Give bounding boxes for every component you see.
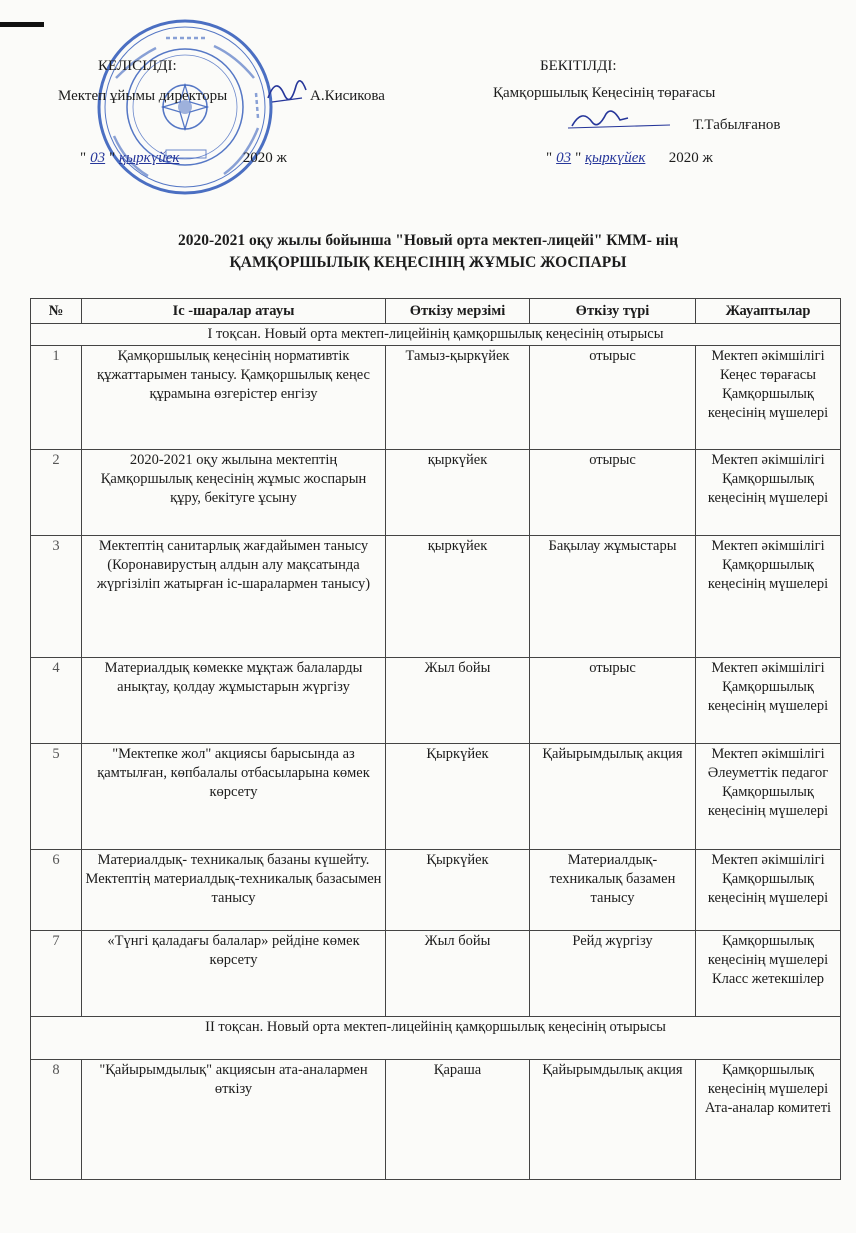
table-header-row: [31, 299, 841, 324]
right-date-month: қыркүйек: [585, 150, 646, 166]
section-title: І тоқсан. Новый орта мектеп-лицейінің қамқоршылық кеңесінің отырысы: [31, 324, 841, 346]
row-event-name: 2020-2021 оқу жылына мектептің Қамқоршылық кеңесінің жұмыс жоспарын құру, бекітуге ұсыну: [82, 450, 386, 536]
section-row: [31, 324, 841, 346]
chair-name: Т.Табылғанов: [693, 117, 781, 133]
row-term: қыркүйек: [386, 450, 530, 536]
row-number: 3: [31, 536, 82, 658]
right-date-year: 2020 ж: [668, 150, 713, 166]
table-row: [31, 931, 841, 1017]
row-responsible: Мектеп әкімшілігі Қамқоршылық кеңесінің мүшелері: [696, 536, 841, 658]
document-title: [0, 230, 856, 274]
agreed-label: КЕЛІСІЛДІ:: [98, 58, 177, 74]
row-event-name: Материалдық- техникалық базаны күшейту. Мектептің материалдық-техникалық базасымен танысу: [82, 850, 386, 931]
title-line-2: ҚАМҚОРШЫЛЫҚ КЕҢЕСІНІҢ ЖҰМЫС ЖОСПАРЫ: [229, 254, 627, 271]
chair-signature: [566, 104, 676, 134]
left-date-day: 03: [90, 150, 106, 166]
row-event-name: Материалдық көмекке мұқтаж балаларды анықтау, қолдау жұмыстарын жүргізу: [82, 658, 386, 744]
row-number: 8: [31, 1060, 82, 1180]
row-event-name: Мектептің санитарлық жағдайымен танысу (Коронавирустың алдын алу мақсатында жүргізіліп жатырған іс-шаралармен танысу): [82, 536, 386, 658]
table-row: [31, 1060, 841, 1180]
director-position: Мектеп ұйымы директоры: [58, 88, 228, 104]
chair-position: Қамқоршылық Кеңесінің төрағасы: [493, 85, 716, 101]
header-event-name: Іс -шаралар атауы: [82, 299, 386, 324]
right-date-day: 03: [556, 150, 572, 166]
row-responsible: Мектеп әкімшілігі Әлеуметтік педагог Қамқоршылық кеңесінің мүшелері: [696, 744, 841, 850]
row-term: Қараша: [386, 1060, 530, 1180]
right-date-quote: ": [575, 150, 582, 166]
director-name: А.Кисикова: [310, 88, 385, 104]
row-responsible: Қамқоршылық кеңесінің мүшелері Класс жетекшілер: [696, 931, 841, 1017]
left-date-quote: ": [109, 150, 116, 166]
row-number: 6: [31, 850, 82, 931]
row-responsible: Мектеп әкімшілігі Қамқоршылық кеңесінің мүшелері: [696, 850, 841, 931]
row-type: Материалдық-техникалық базамен танысу: [530, 850, 696, 931]
row-responsible: Мектеп әкімшілігі Қамқоршылық кеңесінің мүшелері: [696, 658, 841, 744]
director-signature: [262, 68, 312, 112]
row-term: қыркүйек: [386, 536, 530, 658]
row-event-name: "Мектепке жол" акциясы барысында аз қамтылған, көпбалалы отбасыларына көмек көрсету: [82, 744, 386, 850]
work-plan-table: [30, 298, 841, 1180]
left-date-month: қыркүйек: [119, 150, 180, 166]
section-row: [31, 1017, 841, 1060]
row-event-name: «Түнгі қаладағы балалар» рейдіне көмек көрсету: [82, 931, 386, 1017]
row-type: Рейд жүргізу: [530, 931, 696, 1017]
right-date: [546, 150, 713, 167]
section-title: ІІ тоқсан. Новый орта мектеп-лицейінің қамқоршылық кеңесінің отырысы: [31, 1017, 841, 1060]
row-type: Қайырымдылық акция: [530, 744, 696, 850]
row-number: 1: [31, 346, 82, 450]
table-row: [31, 536, 841, 658]
row-number: 2: [31, 450, 82, 536]
row-type: отырыс: [530, 658, 696, 744]
left-date-quote: ": [80, 150, 87, 166]
table-row: [31, 744, 841, 850]
row-term: Жыл бойы: [386, 931, 530, 1017]
school-seal-stamp: [96, 18, 274, 196]
scan-corner-mark: [0, 22, 44, 27]
table-row: [31, 658, 841, 744]
title-line-1: 2020-2021 оқу жылы бойынша "Новый орта мектеп-лицейі" КММ- нің: [177, 232, 679, 249]
table-row: [31, 346, 841, 450]
row-number: 5: [31, 744, 82, 850]
table-row: [31, 450, 841, 536]
row-responsible: Мектеп әкімшілігі Кеңес төрағасы Қамқоршылық кеңесінің мүшелері: [696, 346, 841, 450]
header-type: Өткізу түрі: [530, 299, 696, 324]
row-type: Қайырымдылық акция: [530, 1060, 696, 1180]
header-term: Өткізу мерзімі: [386, 299, 530, 324]
row-responsible: Қамқоршылық кеңесінің мүшелері Ата-аналар комитеті: [696, 1060, 841, 1180]
row-type: отырыс: [530, 346, 696, 450]
left-date: [80, 150, 287, 167]
row-event-name: Қамқоршылық кеңесінің нормативтік құжаттарымен танысу. Қамқоршылық кеңес құрамына өзгерістер енгізу: [82, 346, 386, 450]
table-row: [31, 850, 841, 931]
row-number: 7: [31, 931, 82, 1017]
row-term: Тамыз-қыркүйек: [386, 346, 530, 450]
header-responsible: Жауаптылар: [696, 299, 841, 324]
left-date-year: 2020 ж: [242, 150, 287, 166]
right-date-quote: ": [546, 150, 553, 166]
row-type: Бақылау жұмыстары: [530, 536, 696, 658]
approved-label: БЕКІТІЛДІ:: [540, 58, 617, 74]
row-number: 4: [31, 658, 82, 744]
row-event-name: "Қайырымдылық" акциясын ата-аналармен өткізу: [82, 1060, 386, 1180]
row-type: отырыс: [530, 450, 696, 536]
row-term: Қыркүйек: [386, 744, 530, 850]
row-term: Қыркүйек: [386, 850, 530, 931]
header-number: №: [31, 299, 82, 324]
row-responsible: Мектеп әкімшілігі Қамқоршылық кеңесінің мүшелері: [696, 450, 841, 536]
row-term: Жыл бойы: [386, 658, 530, 744]
